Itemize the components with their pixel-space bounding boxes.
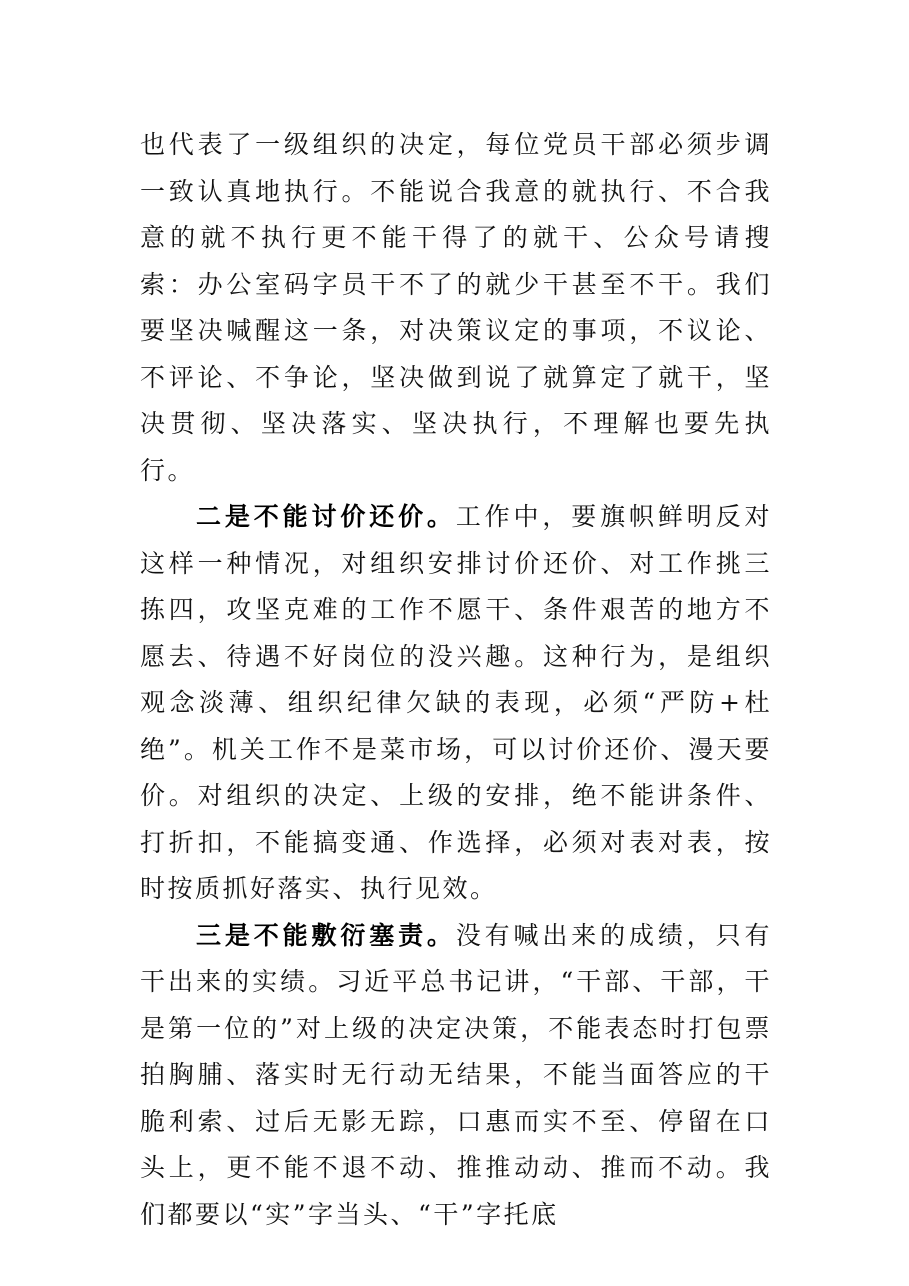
- paragraph-point-three: [140, 913, 772, 1239]
- paragraph-point-two: [140, 494, 772, 913]
- paragraph-continued: [140, 122, 772, 494]
- paragraph-lead-heading: 三是不能敷衍塞责。: [196, 920, 456, 950]
- paragraph-text: 没有喊出来的成绩，只有干出来的实绩。习近平总书记讲，“干部、干部，干是第一位的”对上级的决定决策，不能表态时打包票拍胸脯、落实时无行动无结果，不能当面答应的干脆利索、过后无影无踪，口惠而实不至、停留在口头上，更不能不退不动、推推动动、推而不动。我们都要以“实”字当头、“干”字托底: [140, 920, 772, 1229]
- paragraph-lead-heading: 二是不能讨价还价。: [196, 502, 456, 531]
- document-body: [140, 122, 772, 1238]
- paragraph-text: 也代表了一级组织的决定，每位党员干部必须步调一致认真地执行。不能说合我意的就执行、不合我意的就不执行更不能干得了的就干、公众号请搜索：办公室码字员干不了的就少干甚至不干。我们要坚决喊醒这一条，对决策议定的事项，不议论、不评论、不争论，坚决做到说了就算定了就干，坚决贯彻、坚决落实、坚决执行，不理解也要先执行。: [140, 130, 772, 485]
- paragraph-text: 工作中，要旗帜鲜明反对这样一种情况，对组织安排讨价还价、对工作挑三拣四，攻坚克难的工作不愿干、条件艰苦的地方不愿去、待遇不好岗位的没兴趣。这种行为，是组织观念淡薄、组织纪律欠缺的表现，必须“严防+杜绝”。机关工作不是菜市场，可以讨价还价、漫天要价。对组织的决定、上级的安排，绝不能讲条件、打折扣，不能搞变通、作选择，必须对表对表，按时按质抓好落实、执行见效。: [140, 502, 772, 903]
